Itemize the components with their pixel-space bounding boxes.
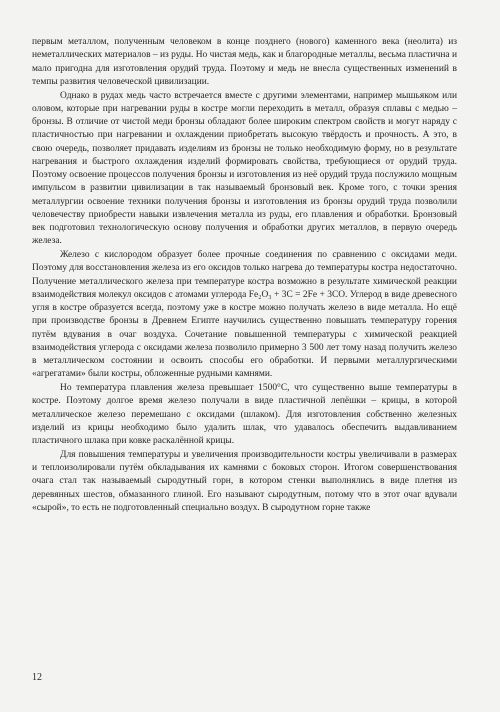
- body-text: [32, 36, 457, 515]
- paragraph-3: Железо с кислородом образует более прочные соединения по сравнению с оксидами меди. Поэтому для восстановления железа из его оксидов только нагрева до температуры костра недостаточно. Получение металлического железа при температуре костра возможно в результате химической реакции взаимодействия молекул оксидов с атомами углерода Fe₂O₃ + 3C = 2Fe + 3CO. Углерод в виде древесного угля в костре образуется всегда, поэтому уже в костре можно получать железо в виде металла. Но ещё при производстве бронзы в Древнем Египте научились существенно повышать температуру горения путём вдувания в очаг воздуха. Сочетание повышенной температуры с химической реакцией взаимодействия углерода с оксидами железа позволило примерно 3 500 лет тому назад получить железо в металлическом состоянии и освоить способы его обработки. И первыми металлургическими «агрегатами» были костры, обложенные рудными камнями.: [32, 250, 457, 380]
- paragraph-1: первым металлом, полученным человеком в конце позднего (нового) каменного века (неолита) из неметаллических материалов – из руды. Но чистая медь, как и благородные металлы, весьма пластична и мало пригодна для изготовления орудий труда. Поэтому и медь не внесла существенных изменений в темпы развития человеческой цивилизации.: [32, 37, 457, 87]
- paragraph-2: Однако в рудах медь часто встречается вместе с другими элементами, например мышьяком или оловом, которые при нагревании руды в костре могли переходить в металл, образуя сплавы с медью – бронзы. В отличие от чистой меди бронзы обладают более широким спектром свойств и могут наряду с пластичностью при нагревании и охлаждении приобретать высокую твёрдость и прочность. А это, в свою очередь, позволяет придавать изделиям из бронзы не только необходимую форму, но в результате нагревания и быстрого охлаждения изделий формировать свойства, требующиеся от орудий труда. Поэтому освоение процессов получения бронзы и изготовления из неё орудий труда послужило мощным импульсом в развитии цивилизации в так называемый бронзовый век. Кроме того, с точки зрения металлургии освоение техники получения бронзы и изготовления из бронзы орудий труда позволили человечеству приобрести навыки извлечения металла из руды, его плавления и обработки. Бронзовый век подготовил технологическую основу получения и обработки других металлов, в первую очередь железа.: [32, 90, 457, 247]
- paragraph-5: Для повышения температуры и увеличения производительности костры увеличивали в размерах и теплоизолировали путём обкладывания их камнями с боковых сторон. Итогом совершенствования очага стал так называемый сыродутный горн, в котором стенки выполнялись в виде плетня из деревянных шестов, обмазанного глиной. Его называют сыродутным, потому что в этот очаг вдували «сырой», то есть не подготовленный специально воздух. В сыродутном горне также: [32, 449, 457, 513]
- page-number: 12: [32, 672, 42, 683]
- paragraph-4: Но температура плавления железа превышает 1500°C, что существенно выше температуры в костре. Поэтому долгое время железо получали в виде пластичной лепёшки – крицы, в которой металлическое железо перемешано с оксидами (шлаком). Для изготовления собственно железных изделий из крицы необходимо было удалить шлак, что удавалось обеспечить выдавливанием пластичного шлака при ковке раскалённой крицы.: [32, 383, 457, 446]
